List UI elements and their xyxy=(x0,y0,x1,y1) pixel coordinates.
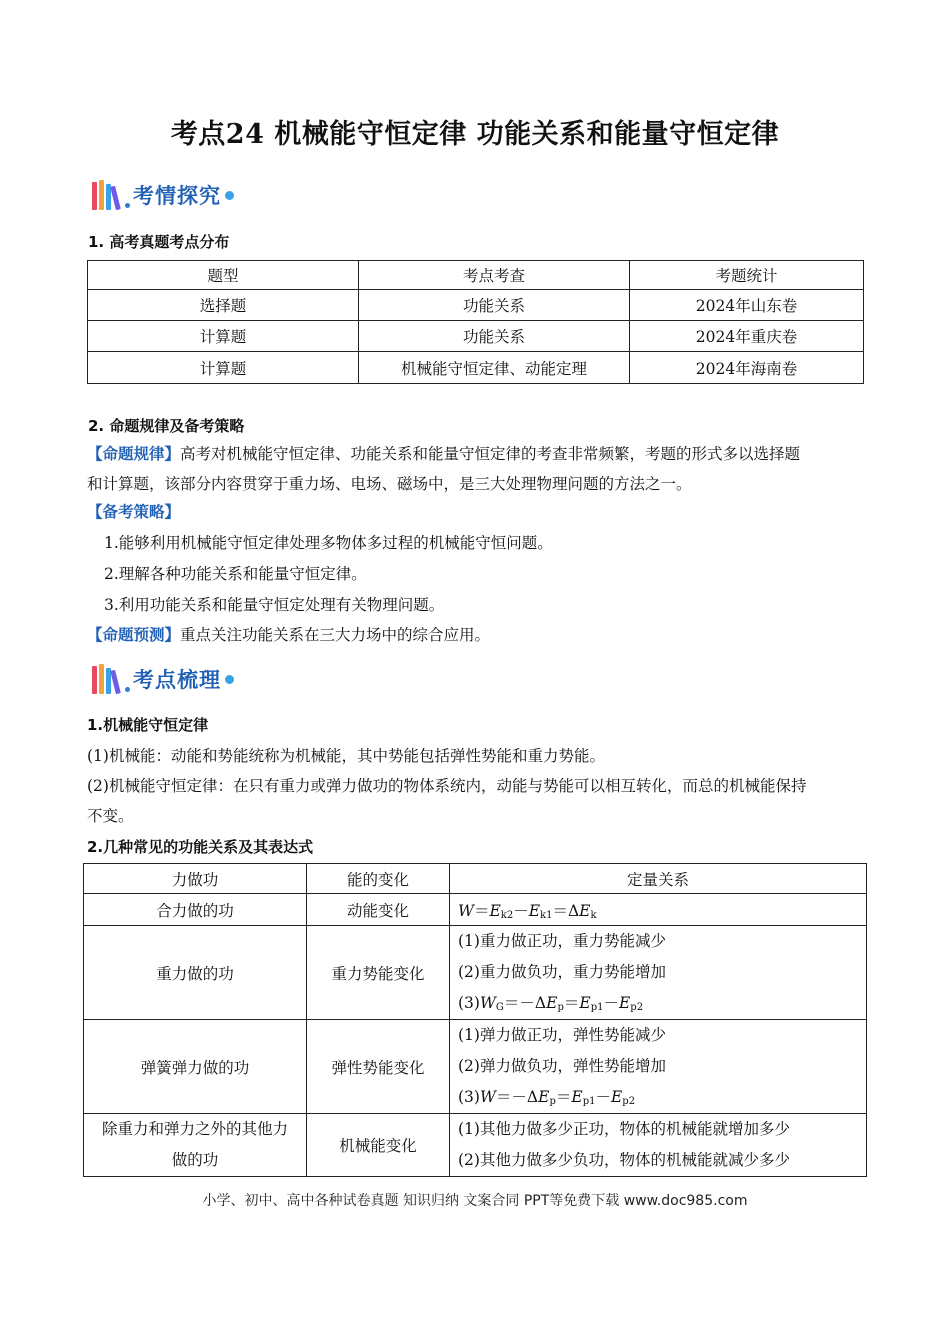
cell-line: (2)弹力做负功，弹性势能增加 xyxy=(458,1057,666,1075)
cell-line: (1)其他力做多少正功，物体的机械能就增加多少 xyxy=(458,1120,790,1138)
table-cell: 重力做的功 xyxy=(84,926,307,1020)
paragraph-line: 不变。 xyxy=(87,807,134,825)
strategy-tag-label: 【备考策略】 xyxy=(87,502,181,521)
cell-line: (1)弹力做正功，弹性势能减少 xyxy=(458,1026,666,1044)
paragraph: (1)机械能：动能和势能统称为机械能，其中势能包括弹性势能和重力势能。 xyxy=(87,747,605,765)
table-row xyxy=(84,926,867,1020)
cell-line: (1)重力做正功，重力势能减少 xyxy=(458,932,666,950)
table-cell: 动能变化 xyxy=(307,894,450,926)
rule-tag: 【命题规律】 xyxy=(87,444,181,463)
table-header: 能的变化 xyxy=(307,864,450,894)
prediction-text: 重点关注功能关系在三大力场中的综合应用。 xyxy=(180,626,491,644)
strategy-item: 1.能够利用机械能守恒定律处理多物体多过程的机械能守恒问题。 xyxy=(104,534,553,552)
strategy-item: 2.理解各种功能关系和能量守恒定律。 xyxy=(104,565,367,583)
rule-paragraph xyxy=(87,439,877,499)
section-badge-exam-analysis xyxy=(92,178,234,212)
table-cell: 重力势能变化 xyxy=(307,926,450,1020)
table-cell: 2024年山东卷 xyxy=(630,290,864,321)
section-badge-label: 考情探究 xyxy=(133,184,221,208)
cell-line: 除重力和弹力之外的其他力 xyxy=(101,1120,288,1138)
table-header: 考点考查 xyxy=(359,261,630,290)
table-cell: 弹簧弹力做的功 xyxy=(84,1020,307,1114)
rule-text: 和计算题，该部分内容贯穿于重力场、电场、磁场中，是三大处理物理问题的方法之一。 xyxy=(87,475,692,493)
paragraph-line: (2)机械能守恒定律：在只有重力或弹力做功的物体系统内，动能与势能可以相互转化，而总的机械能保持 xyxy=(87,777,807,795)
table-cell: 弹性势能变化 xyxy=(307,1020,450,1114)
table-row xyxy=(88,321,864,352)
table-cell: 功能关系 xyxy=(359,321,630,352)
table-row xyxy=(84,1020,867,1114)
section-badge-label: 考点梳理 xyxy=(133,668,221,692)
strategy-tag xyxy=(87,497,180,527)
table-cell: 选择题 xyxy=(88,290,359,321)
heading-patterns-strategy: 2. 命题规律及备考策略 xyxy=(88,417,245,435)
prediction-tag: 【命题预测】 xyxy=(87,625,181,644)
exam-distribution-table xyxy=(87,260,864,384)
table-cell xyxy=(450,926,867,1020)
table-cell: 计算题 xyxy=(88,321,359,352)
section-badge-key-points xyxy=(92,662,234,696)
table-cell: 机械能守恒定律、动能定理 xyxy=(359,352,630,384)
strategy-item: 3.利用功能关系和能量守恒定处理有关物理问题。 xyxy=(104,596,445,614)
table-cell xyxy=(450,1020,867,1114)
table-header-row xyxy=(84,864,867,894)
table-row xyxy=(88,290,864,321)
table-row xyxy=(84,1114,867,1177)
cell-line: 做的功 xyxy=(171,1151,219,1169)
cell-line: (2)重力做负功，重力势能增加 xyxy=(458,963,666,981)
table-cell xyxy=(84,1114,307,1177)
table-header: 力做功 xyxy=(84,864,307,894)
table-header-row xyxy=(88,261,864,290)
table-cell: 2024年海南卷 xyxy=(630,352,864,384)
page-footer: 小学、初中、高中各种试卷真题 知识归纳 文案合同 PPT等免费下载 www.doc985.com xyxy=(202,1193,748,1209)
formula-line: $(3)W_G=-\Delta E_p=E_{p1}-E_{p2}$ xyxy=(458,994,644,1013)
books-icon xyxy=(92,664,118,694)
table-row xyxy=(84,894,867,926)
table-cell xyxy=(450,1114,867,1177)
table-cell: 功能关系 xyxy=(359,290,630,321)
table-row xyxy=(88,352,864,384)
cell-line: (2)其他力做多少负功，物体的机械能就减少多少 xyxy=(458,1151,790,1169)
formula-line: $(3)W=-\Delta E_p=E_{p1}-E_{p2}$ xyxy=(458,1088,636,1107)
prediction-paragraph xyxy=(87,620,490,650)
paragraph xyxy=(87,771,877,831)
heading-exam-distribution: 1. 高考真题考点分布 xyxy=(88,233,230,251)
table-cell: 机械能变化 xyxy=(307,1114,450,1177)
rule-text: 高考对机械能守恒定律、功能关系和能量守恒定律的考查非常频繁，考题的形式多以选择题 xyxy=(180,445,801,463)
books-icon xyxy=(92,180,118,210)
heading-work-energy: 2.几种常见的功能关系及其表达式 xyxy=(87,838,314,856)
table-header: 定量关系 xyxy=(450,864,867,894)
heading-conservation-law: 1.机械能守恒定律 xyxy=(87,716,209,734)
formula-cell: $W=E_{k2}-E_{k1}=\Delta E_k$ xyxy=(450,894,867,926)
table-cell: 计算题 xyxy=(88,352,359,384)
table-cell: 2024年重庆卷 xyxy=(630,321,864,352)
table-header: 考题统计 xyxy=(630,261,864,290)
page-title: 考点24 机械能守恒定律 功能关系和能量守恒定律 xyxy=(170,119,780,150)
work-energy-table xyxy=(83,863,867,1177)
table-header: 题型 xyxy=(88,261,359,290)
table-cell: 合力做的功 xyxy=(84,894,307,926)
